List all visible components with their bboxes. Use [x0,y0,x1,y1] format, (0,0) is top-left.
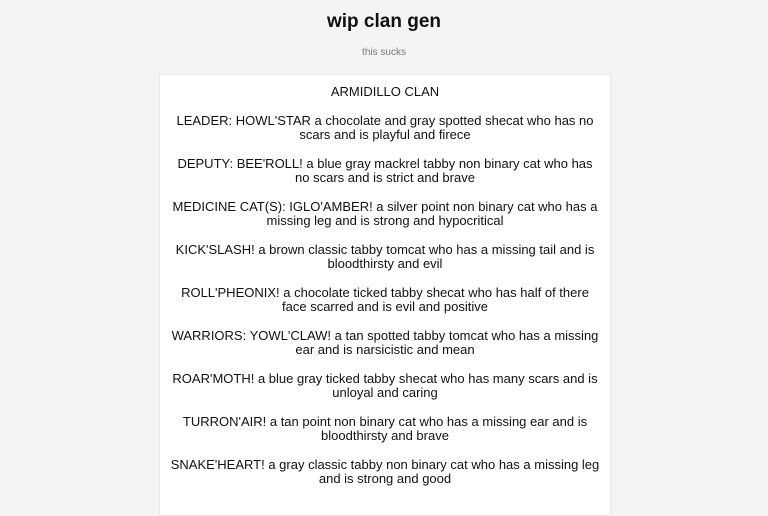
clan-name: ARMIDILLO CLAN [330,84,440,99]
clan-entry-deputy: DEPUTY: BEE'ROLL! a blue gray mackrel tabby non binary cat who has no scars and is strict and brave [177,155,593,185]
page-subtitle: this sucks [362,47,406,58]
clan-entry-warriors: WARRIORS: YOWL'CLAW! a tan spotted tabby tomcat who has a missing ear and is narsicistic and mean [171,327,599,357]
clan-entry: TURRON'AIR! a tan point non binary cat who has a missing ear and is bloodthirsty and brave [182,413,588,443]
clan-entry: ROAR'MOTH! a blue gray ticked tabby shecat who has many scars and is unloyal and caring [172,370,598,400]
clan-entry-leader: LEADER: HOWL'STAR a chocolate and gray spotted shecat who has no scars and is playful and firece [176,112,594,142]
clan-entry-medicine-cat: MEDICINE CAT(S): IGLO'AMBER! a silver point non binary cat who has a missing leg and is strong and hypocritical [172,198,598,228]
clan-entry: SNAKE'HEART! a gray classic tabby non binary cat who has a missing leg and is strong and good [170,456,600,486]
clan-output-card [159,74,611,516]
page-title: wip clan gen [326,11,442,32]
clan-entry: KICK'SLASH! a brown classic tabby tomcat who has a missing tail and is bloodthirsty and evil [175,241,595,271]
clan-entry: ROLL'PHEONIX! a chocolate ticked tabby shecat who has half of there face scarred and is evil and positive [181,284,589,314]
